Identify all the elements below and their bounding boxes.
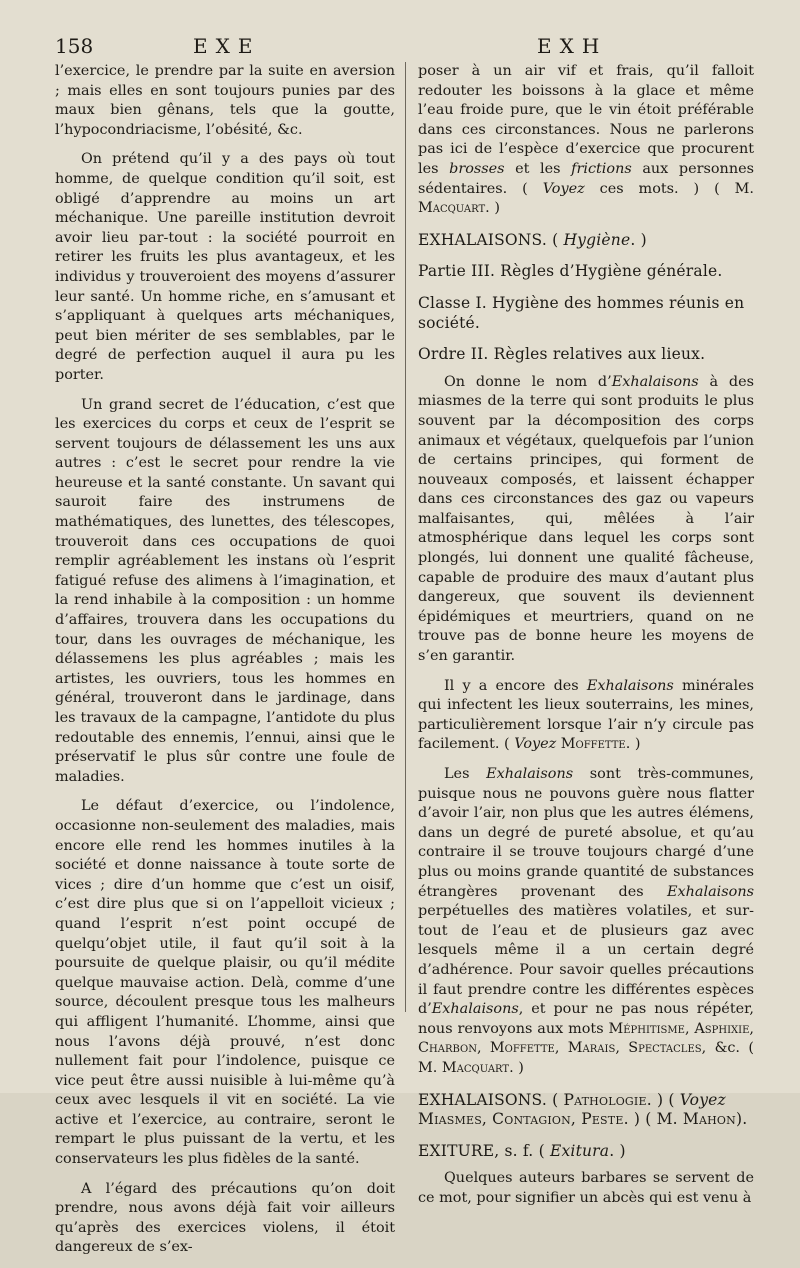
paragraph: Il y a encore des Exhalaisons minérales qui infectent les lieux souterrains, les mines, particulièrement lorsque l’air n’y circule pas facilement. ( Voyez Moffette. ) <box>418 677 754 753</box>
section-subheading: Classe I. Hygiène des hommes réunis en société. <box>418 293 745 332</box>
paragraph: Le défaut d’exercice, ou l’indolence, occasionne non-seulement des maladies, mais encore elle rend les hommes inutiles à la société et donne naissance à toute sorte de vices ; dire d’un homme que c’est un oisif, c’est dire plus que si on l’appelloit vicieux ; quand l’esprit n’est point occupé de quelqu’objet utile, il faut qu’il soit à la poursuite de quelque plaisir, ou qu’il médite quelque mauvaise action. Delà, comme d’une source, découlent presque tous les malheurs qui affligent l’humanité. L’homme, ainsi que nous l’avons déjà prouvé, n’est donc nullement fait pour l’indolence, puisque ce vice peut être aussi nuisible à lui-même qu’à ceux avec lesquels il vit en société. La vie active et l’exercice, au contraire, seront le rempart le plus puissant de la vertu, et les conservateurs les plus fidèles de la santé. <box>55 798 395 1168</box>
paragraph: On prétend qu’il y a des pays où tout homme, de quelque condition qu’il soit, est obligé d’apprendre au moins un art méchanique. Une pareille institution devroit avoir lieu par-tout : la société pourroit en retirer les fruits les plus avantageux, et les individus y trouveroient des moyens d’assurer leur santé. Un homme riche, en s’amusant et s’appliquant à quelques arts méchaniques, peut bien mériter de ses semblables, par le degré de perfection auquel il aura pu les porter. <box>55 151 395 383</box>
paragraph: Un grand secret de l’éducation, c’est que les exercices du corps et ceux de l’esprit se servent toujours de délassement les uns aux autres : c’est le secret pour rendre la vie heureuse et la santé constante. Un savant qui sauroit faire des instrumens de mathématiques, des lunettes, des télescopes, trouveroit dans ces occupations de quoi remplir agréablement les instans où l’esprit fatigué refuse des alimens à l’imagination, et la rend inhabile à la composition : un homme d’affaires, trouvera dans les occupations du tour, dans les ouvrages de méchanique, les délassemens les plus agréables ; mais les artistes, les ouvriers, tous les hommes en général, trouveront dans le jardinage, dans les travaux de la campagne, l’antidote du plus redoutable des ennemis, l’ennui, ainsi que le préservatif le plus sûr contre une foule de maladies. <box>55 396 395 785</box>
running-header <box>55 30 758 60</box>
entry-heading-exhalaisons-pathologie: EXHALAISONS. ( Pathologie. ) ( Voyez Miasmes, Contagion, Peste. ) ( M. Mahon). <box>418 1090 748 1129</box>
right-column <box>418 62 754 1218</box>
paragraph: A l’égard des précautions qu’on doit prendre, nous avons déjà fait voir ailleurs qu’après des exercices violens, il étoit dangereux de s’ex- <box>55 1180 395 1256</box>
paragraph: Les Exhalaisons sont très-communes, puisque nous ne pouvons guère nous flatter d’avoir l’air, non plus que les autres élémens, dans un degré de pureté absolue, et qu’au contraire il se trouve toujours chargé d’une plus ou moins grande quantité de substances étrangères provenant des Exhalaisons perpétuelles des matières volatiles, et sur-tout de l’eau et de plusieurs gaz avec lesquels même il a un certain degré d’adhérence. Pour savoir quelles précautions il faut prendre contre les différentes espèces d’Exhalaisons, et pour ne pas nous répéter, nous renvoyons aux mots Méphitisme, Asphixie, Charbon, Moffette, Marais, Spectacles, &c. ( M. Macquart. ) <box>418 766 755 1076</box>
section-subheading: Ordre II. Règles relatives aux lieux. <box>418 345 706 364</box>
paragraph: Quelques auteurs barbares se servent de ce mot, pour signifier un abcès qui est venu à <box>418 1170 754 1206</box>
entry-heading-exhalaisons-hygiene: EXHALAISONS. ( Hygiène. ) <box>418 230 647 249</box>
entry-heading-exiture: EXITURE, s. f. ( Exitura. ) <box>418 1141 626 1160</box>
section-subheading: Partie III. Règles d’Hygiène générale. <box>418 262 723 281</box>
left-column <box>55 62 395 1268</box>
paragraph: l’exercice, le prendre par la suite en aversion ; mais elles en sont toujours punies par des maux bien gênans, tels que la goutte, l’hypocondriacisme, l’obésité, &c. <box>55 63 395 138</box>
running-head-right: EXH <box>537 34 608 58</box>
paragraph: On donne le nom d’Exhalaisons à des miasmes de la terre qui sont produits le plus souvent par la décomposition des corps animaux et végétaux, quelquefois par l’union de certains principes, qui forment de nouveaux composés, et laissent échapper dans ces circonstances des gaz ou vapeurs malfaisantes, qui, mêlées à l’air atmosphérique dans lequel les corps sont plongés, lui donnent une qualité fâcheuse, capable de produire des maux d’autant plus dangereux, que souvent ils deviennent épidémiques et meurtriers, quand on ne trouve pas de bonne heure les moyens de s’en garantir. <box>418 373 754 665</box>
running-head-left: EXE <box>193 34 261 58</box>
column-divider <box>405 62 406 1012</box>
paragraph: poser à un air vif et frais, qu’il falloit redouter les boissons à la glace et même l’eau froide pure, que le vin étoit préférable dans ces circonstances. Nous ne parlerons pas ici de l’espèce d’exercice que procurent les brosses et les frictions aux personnes sédentaires. ( Voyez ces mots. ) ( M. Macquart. ) <box>418 63 754 217</box>
page-number: 158 <box>55 34 94 58</box>
